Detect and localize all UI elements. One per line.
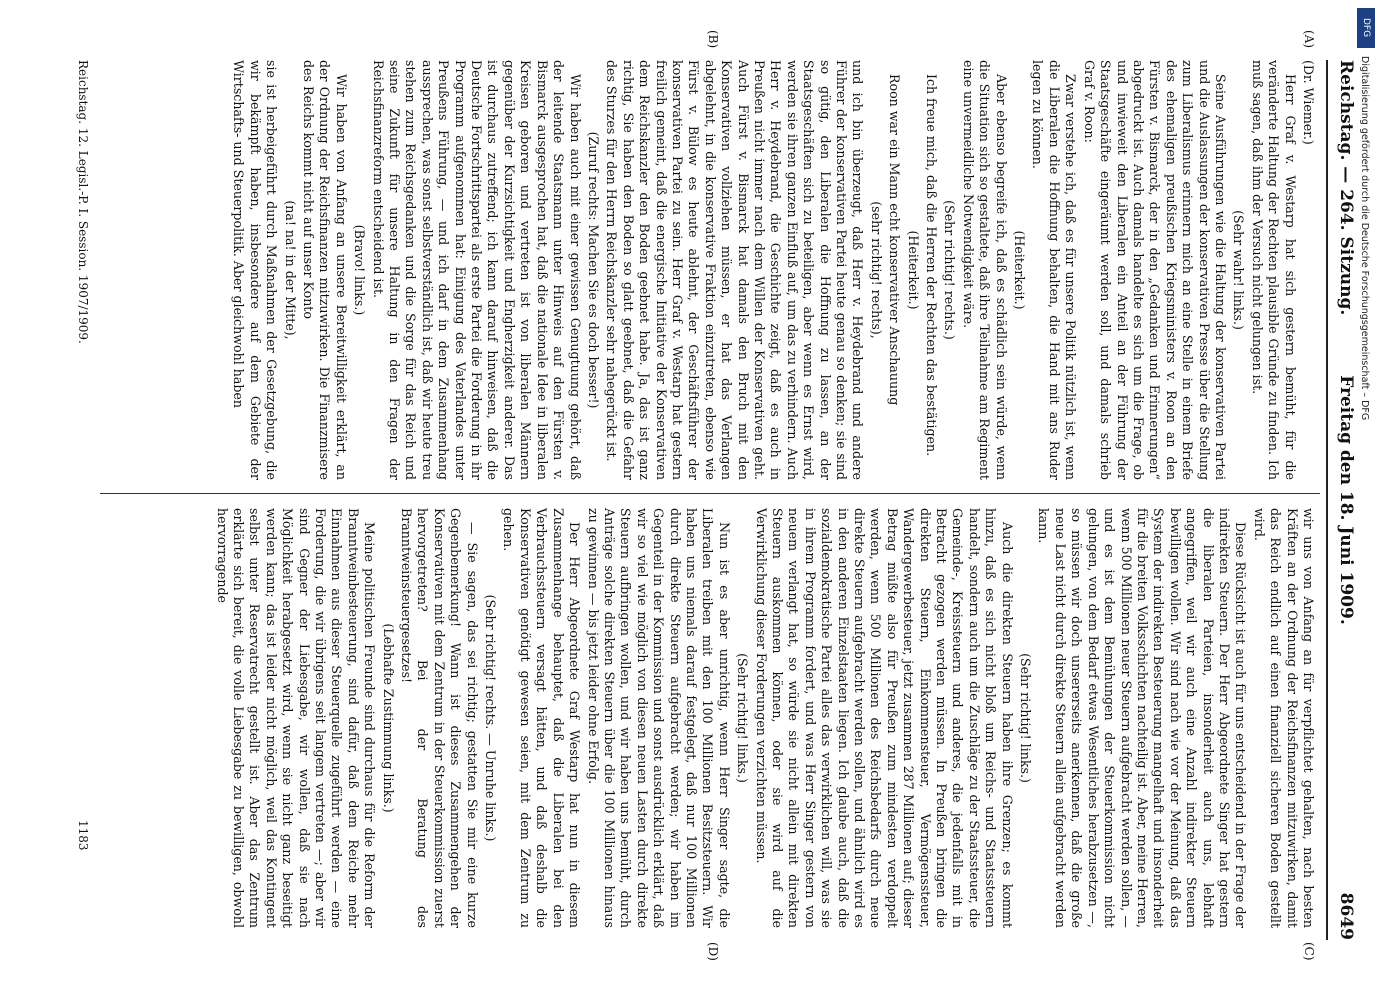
page-number: 8649 bbox=[1336, 892, 1356, 940]
paragraph: (Sehr richtig! links.) bbox=[1018, 653, 1034, 783]
paragraph: Aber ebenso begreife ich, daß es schädlich sein würde, wenn die Situation sich so gestaltete, daß ihre Teilnahme am Regiment eine unvermeidliche Notwendigkeit wäre. bbox=[960, 60, 1009, 480]
digitization-sidebar bbox=[1355, 8, 1377, 998]
paragraph: (Heiterkeit.) bbox=[905, 230, 921, 310]
digitization-note: Digitalisierung gefördert durch die Deutsche Forschungsgemeinschaft – DFG bbox=[1359, 56, 1370, 421]
marker-b: (B) bbox=[706, 30, 720, 49]
paragraph: Wir haben von Anfang an unsere Bereitwilligkeit erklärt, an der Ordnung der Reichsfinanzen mitzuwirken. Die Finanzmisere des Reichs kommt nicht auf unser Konto bbox=[301, 60, 349, 480]
paragraph: Ich freue mich, daß die Herren der Rechten das bestätigen. bbox=[924, 74, 940, 457]
paragraph: (Lebhafte Zustimmung links.) bbox=[380, 623, 396, 813]
header-left: Reichstag. — 264. Sitzung. bbox=[1336, 60, 1356, 316]
paragraph: (Dr. Wiemer.) bbox=[1301, 60, 1316, 145]
paragraph: (Sehr richtig! links.) bbox=[735, 653, 751, 783]
paragraph: Der Herr Abgeordnete Graf Westarp hat nun in diesem Zusammenhange behauptet, daß die Liberalen bei den Verbrauchssteuern versagt hätten, und daß deshalb die Konservativen genötigt gewesen seien, mit dem Zentrum zu gehen. bbox=[501, 508, 583, 928]
header-date: Freitag den 18. Juni 1909. bbox=[1336, 375, 1356, 625]
footer-page-number: 1183 bbox=[76, 820, 90, 851]
paragraph: (na! na! in der Mitte), bbox=[282, 200, 298, 340]
paragraph: (Zuruf rechts: Machen Sie es doch besser!) bbox=[585, 131, 601, 409]
paragraph: Nun ist es aber unrichtig, wenn Herr Singer sagte, die Liberalen treiben mit den 100 Millionen Besitzsteuern. Wir haben uns niemals darauf festgelegt, daß nur 100 Millionen durch direkte Steuern aufgebracht werden; wir haben im Gegenteil in der Kommission und sonst ausdrücklich erklärt, daß wir so viel wie möglich von diesen neuen Lasten durch direkte Steuern aufbringen wollen, und wir haben uns bemüht, durch Anträge solche direkten Steuern über die 100 Millionen hinaus zu gewinnen — bis jetzt leider ohne Erfolg. bbox=[585, 508, 732, 928]
marker-c: (C) bbox=[1302, 942, 1316, 961]
paragraph: Auch die direkten Steuern haben ihre Grenzen; es kommt hinzu, daß es sich nicht bloß um Reichs- und Staatssteuern handelt, sondern auch um die Zuschläge zu der Staatssteuer, die Gemeinde-, Kreissteuern und anderes, die jedenfalls mit in Betracht gezogen werden müssen. In Preußen bringen die direkten Steuern, Einkommensteuer, Vermögenssteuer, Wandergewerbesteuer, jetzt zusammen 287 Millionen auf; dieser Betrag müßte also für Preußen zum mindesten verdoppelt werden, wenn 500 Millionen des Reichsbedarfs durch neue direkte Steuern aufgebracht werden sollen, und ähnlich wird es in den anderen Einzelstaaten liegen. Ich glaube auch, daß die sozialdemokratische Partei alles das verwirklichen will, was sie in ihrem Programm fordert, und was Herr Singer gestern von neuem verlangt hat, so würde sie nicht allein mit direkten Steuern auskommen können, oder sie wird auf die Verwirklichung dieser Forderungen verzichten müssen. bbox=[753, 508, 1015, 928]
paragraph: (sehr richtig! rechts), bbox=[868, 201, 884, 339]
left-column bbox=[228, 60, 1316, 480]
document-page bbox=[60, 30, 1360, 961]
paragraph: wir uns von Anfang an für verpflichtet gehalten, nach besten Kräften an der Ordnung der Reichsfinanzen mitzuwirken, damit das Reich endlich auf einen finanziell sicheren Boden gestellt wird. bbox=[1251, 508, 1316, 928]
paragraph: — Sie sagen, das sei richtig; gestatten Sie mir eine kurze Gegenbemerkung! Wann ist dieses Zusammengehen der Konservativen mit dem Zentrum in der Steuerkommission zuerst hervorgetreten? Bei der Beratung des Branntweinsteuergesetzes! bbox=[399, 508, 480, 928]
paragraph: (Heiterkeit.) bbox=[1012, 230, 1028, 310]
paragraph: (Bravo! links.) bbox=[352, 224, 368, 316]
paragraph: Herr Graf v. Westarp hat sich gestern bemüht, für die veränderte Haltung der Rechten plausible Gründe zu finden. Ich muß sagen, daß ihm der Versuch nicht gelungen ist. bbox=[1249, 60, 1298, 480]
paragraph: (Sehr wahr! links.) bbox=[1231, 210, 1247, 330]
paragraph: (Sehr richtig! rechts.) bbox=[942, 200, 958, 340]
paragraph: Seine Ausführungen wie die Haltung der konservativen Partei und die Auslassungen der konservativen Presse über die Stellung zum Liberalismus erinnern mich an eine Stelle in einem Briefe des ehemaligen preußischen Kriegsministers v. Roon an den Fürsten v. Bismarck, der in den „Gedanken und Erinnerungen“ abgedruckt ist. Auch damals handelte es sich um die Frage, ob und inwieweit den Liberalen ein Anteil an der Führung der Staatsgeschäfte eingeräumt werden soll, und damals schrieb Graf v. Roon: bbox=[1081, 60, 1228, 481]
marker-a: (A) bbox=[1302, 30, 1316, 49]
paragraph: sie ist herbeigeführt durch Maßnahmen der Gesetzgebung, die wir bekämpft haben, insbesondere auf dem Gebiete der Wirtschafts- und Steuerpolitik. Aber gleichwohl haben bbox=[231, 60, 280, 480]
paragraph: und ich bin überzeugt, daß Herr v. Heydebrand und andere Führer der konservativen Partei heute genau so denken; sie sind so gütig, den Liberalen die Hoffnung zu lassen, an der Staatsgeschäften sich zu beteiligen, aber wenn es Ernst wird, werden sie ihren ganzen Einfluß auf, um das zu verhindern. Auch Herr v. Heydebrand, die Geschichte zeigt, daß es auch in Preußen nicht immer nach dem Willen der Konservativen geht. Auch Fürst v. Bismarck hat damals den Bruch mit den Konservativen vollziehen müssen, er hat das Verlangen abgelehnt, in die konservative Fraktion einzutreten, ebenso wie Fürst v. Bülow es heute ablehnt, der Geschäftsführer der konservativen Partei zu sein. Herr Graf v. Westarp hat gestern freilich gemeint, daß die energische Initiative der Konservativen dem Reichskanzler den Boden geebnet habe. Ja, das ist ganz richtig, Sie haben den Boden so glatt geebnet, daß die Gefahr des Sturzes für den Herrn Reichskanzler sehr nahegerückt ist. bbox=[604, 60, 866, 480]
dfg-logo: DFG bbox=[1357, 8, 1375, 48]
marker-d: (D) bbox=[706, 942, 720, 961]
header-rule bbox=[1326, 60, 1328, 940]
column-divider bbox=[100, 493, 1320, 494]
paragraph: Meine politischen Freunde sind durchaus für die Reform der Branntweinbesteuerung, sind dafür, daß dem Reiche mehr Einnahmen aus dieser Steuerquelle zugeführt werden — eine Forderung, die wir übrigens seit langem vertreten —; aber wir sind Gegner der Liebesgabe, wir wollen, daß sie nach Möglichkeit herabgesetzt wird, wenn sie nicht ganz beseitigt werden kann; das ist leider nicht möglich, weil das Kontingent selbst unter Reservatrecht gestellt ist. Aber das Zentrum erklärte sich bereit, die volle Liebesgabe zu bewilligen, obwohl hervorragende bbox=[214, 508, 378, 928]
paragraph: Zwar verstehe ich, daß es für unsere Politik nützlich ist, wenn die Liberalen die Hoffnung behalten, die Hand mit ans Ruder legen zu können. bbox=[1030, 60, 1079, 480]
paragraph: Roon war ein Mann echt konservativer Anschauung bbox=[887, 74, 903, 406]
paragraph: Wir haben auch mit einer gewissen Genugtuung gehört, daß der leitende Staatsmann unter Hinweis auf den Fürsten v. Bismarck ausgesprochen hat, daß die nationale Idee in liberalen Kreisen geboren und vertreten ist von liberalen Männern gegenüber der Kurzsichtigkeit und Engherzigkeit anderer. Das ist durchaus zutreffend; ich kann darauf hinweisen, daß die Deutsche Fortschrittspartei als erste Partei die Forderung in ihr Programm aufgenommen hat: Einigung des Vaterlandes unter Preußens Führung, — und ich darf in dem Zusammenhang aussprechen, was sonst selbstverständlich ist, daß wir heute treu stehen zum Reichsgedanken und die Sorge für das Reich und seine Zukunft für unsere Haltung in den Fragen der Reichsfinanzreform entscheidend ist. bbox=[370, 60, 583, 480]
paragraph: Diese Rücksicht ist auch für uns entscheidend in der Frage der indirekten Steuern. Der Herr Abgeordnete Singer hat gestern die liberalen Parteien, insonderheit auch uns, lebhaft angegriffen, weil wir auch eine Anzahl indirekter Steuern bewilligen wollen. Wir sind nach wie vor der Meinung, daß das System der indirekten Besteuerung mangelhaft und insonderheit für die breiten Volksschichten nachteilig ist. Aber, meine Herren, wenn 500 Millionen neuer Steuern aufgebracht werden sollen, — und es ist dem Bemühungen der Steuerkommission nicht gelungen, von dem Bedarf etwas Wesentliches herabzusetzen —, so müssen wir doch unsererseits anerkennen, daß die große neue Last nicht durch direkte Steuern allein aufgebracht werden kann. bbox=[1036, 508, 1249, 928]
right-column bbox=[211, 508, 1316, 928]
paragraph: (Sehr richtig! rechts. — Unruhe links.) bbox=[483, 594, 499, 842]
footer-session: Reichstag. 12. Legisl.-P. I. Session. 1907/1909. bbox=[76, 60, 90, 344]
